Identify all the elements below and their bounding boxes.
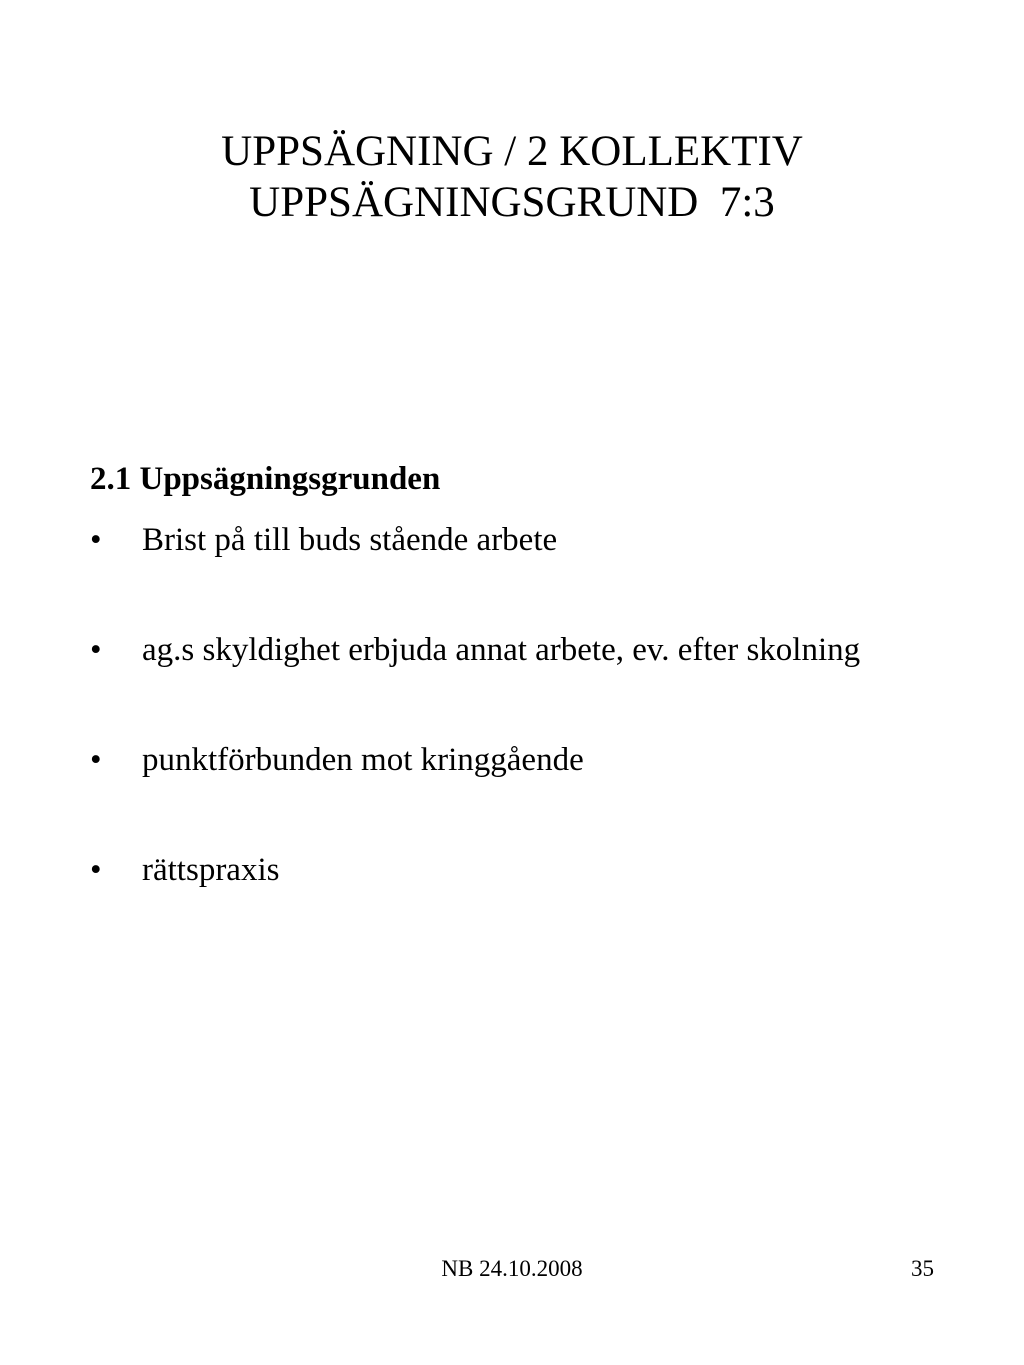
list-item-text: rättspraxis (142, 852, 280, 888)
bullet-icon: • (90, 742, 102, 778)
footer-author-date: NB 24.10.2008 (441, 1256, 583, 1281)
section-heading: 2.1 Uppsägningsgrunden (90, 461, 441, 497)
list-item (90, 628, 940, 672)
list-item (90, 848, 940, 892)
bullet-icon: • (90, 852, 102, 888)
bullet-list (90, 518, 940, 892)
list-item (90, 518, 940, 562)
list-item-text: punktförbunden mot kringgående (142, 742, 584, 778)
bullet-icon: • (90, 632, 102, 668)
slide-title (0, 126, 1024, 228)
slide-title-line-2: UPPSÄGNINGSGRUND 7:3 (249, 179, 775, 226)
slide-body (90, 455, 940, 958)
slide-title-line-1: UPPSÄGNING / 2 KOLLEKTIV (221, 128, 803, 175)
page-number: 35 (911, 1256, 934, 1281)
list-item-text: ag.s skyldighet erbjuda annat arbete, ev. efter skolning (142, 632, 861, 668)
list-item-text: Brist på till buds stående arbete (142, 522, 558, 558)
bullet-icon: • (90, 522, 102, 558)
list-item (90, 738, 940, 782)
